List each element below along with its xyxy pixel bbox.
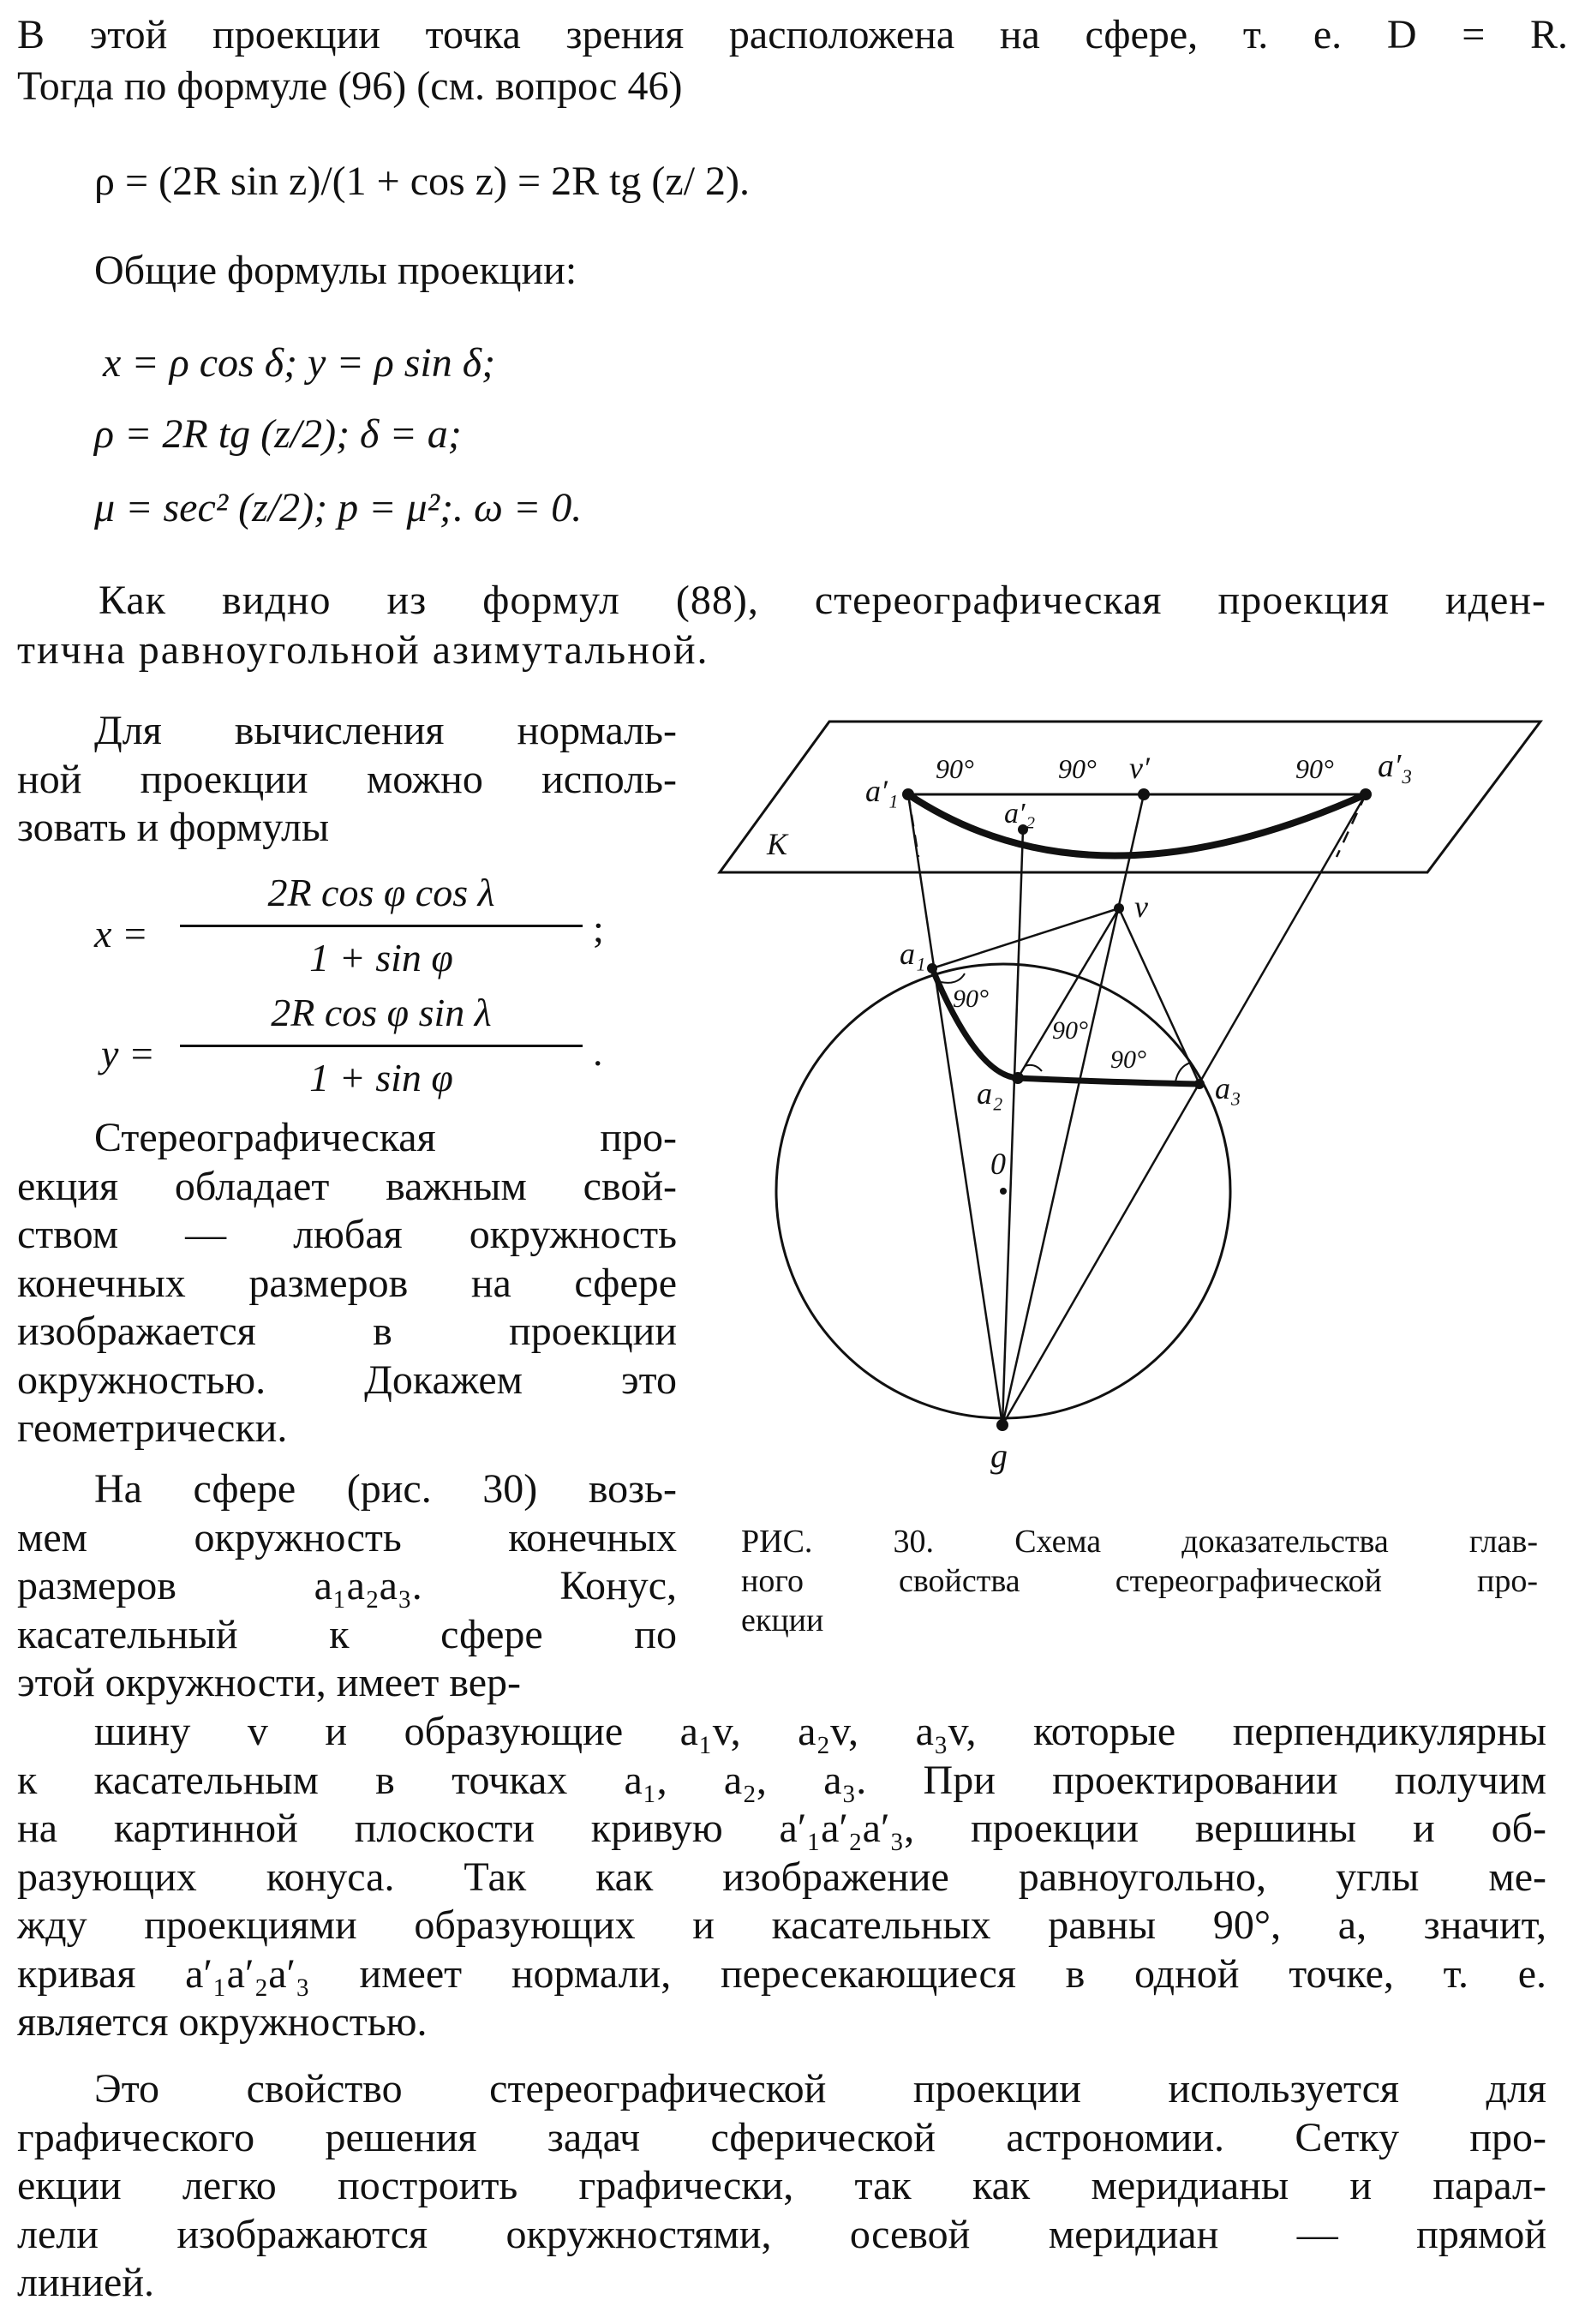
caption-line-3: екции: [741, 1602, 824, 1638]
formula-y-lhs: y =: [101, 1032, 155, 1075]
property-line-4: конечных размеров на сфере: [17, 1261, 677, 1306]
point-a3p: [1360, 788, 1372, 800]
label-angle-2: 90°: [1058, 753, 1097, 784]
label-a3: a₃: [1215, 1071, 1241, 1105]
general-formula-1: x = ρ cos δ; y = ρ sin δ;: [103, 340, 496, 386]
label-vp: v′: [1129, 751, 1150, 785]
label-a3p: a′₃: [1378, 748, 1413, 784]
property-line-5: изображается в проекции: [17, 1309, 677, 1354]
sphere-wide-line-3: на картинной плоскости кривую a′₁a′₂a′₃, проекции вершины и об-: [17, 1806, 1546, 1851]
label-angle-5: 90°: [1052, 1016, 1088, 1045]
final-line-4: лели изображаются окружностями, осевой меридиан — прямой: [17, 2212, 1546, 2257]
sphere-wide-line-1: шину v и образующие a₁v, a₂v, a₃v, которые перпендикулярны: [94, 1709, 1546, 1754]
sphere-wide-line-5: жду проекциями образующих и касательных равны 90°, а, значит,: [17, 1902, 1546, 1948]
sphere-narrow-line-5: этой окружности, имеет вер-: [17, 1660, 522, 1705]
angle-arc-a2: [1025, 1065, 1042, 1071]
intro-line-2: Тогда по формуле (96) (см. вопрос 46): [17, 63, 683, 109]
sphere-wide-line-6: кривая a′₁a′₂a′₃ имеет нормали, пересекающиеся в одной точке, т. е.: [17, 1951, 1546, 1997]
point-o: [1000, 1188, 1007, 1195]
label-angle-4: 90°: [953, 985, 989, 1013]
normal-proj-line-2: ной проекции можно исполь-: [17, 757, 677, 802]
stereo-note-line-2: тична равноугольной азимутальной.: [17, 627, 709, 673]
final-line-2: графического решения задач сферической астрономии. Сетку про-: [17, 2115, 1546, 2160]
formula-y-end: .: [593, 1030, 603, 1074]
angle-arc-a1: [941, 973, 965, 983]
sphere-narrow-line-2: мем окружность конечных: [17, 1515, 677, 1560]
caption-line-1: РИС. 30. Схема доказательства глав-: [741, 1524, 1538, 1560]
label-angle-1: 90°: [936, 753, 974, 784]
label-o: 0: [990, 1147, 1006, 1181]
label-angle-3: 90°: [1295, 753, 1334, 784]
point-g: [996, 1419, 1008, 1431]
point-a2: [1012, 1072, 1024, 1084]
formula-x-end: ;: [593, 907, 604, 950]
property-line-3: ством — любая окружность: [17, 1212, 677, 1257]
proj-line-v: [1002, 794, 1144, 1425]
sphere-wide-line-7: является окружностью.: [17, 1999, 428, 2045]
label-g: g: [990, 1436, 1008, 1475]
final-line-1: Это свойство стереографической проекции используется для: [94, 2066, 1546, 2111]
label-a1p: a′₁: [865, 774, 899, 808]
final-line-3: екции легко построить графически, так как меридианы и парал-: [17, 2163, 1546, 2208]
sphere-narrow-line-3: размеров a₁a₂a₃. Конус,: [17, 1563, 677, 1608]
property-line-7: геометрически.: [17, 1405, 288, 1451]
label-v: v: [1134, 889, 1148, 924]
label-angle-6: 90°: [1110, 1045, 1146, 1074]
point-vp: [1138, 788, 1150, 800]
figure-caption: [741, 1522, 1538, 1640]
formula-x-denominator: 1 + sin φ: [309, 936, 453, 979]
sphere-narrow-line-1: На сфере (рис. 30) возь-: [94, 1466, 677, 1512]
normal-proj-line-3: зовать и формулы: [17, 805, 330, 850]
stereo-note-line-1: Как видно из формул (88), стереографическая проекция иден-: [99, 578, 1546, 623]
sphere-wide-line-4: разующих конуса. Так как изображение равноугольно, углы ме-: [17, 1854, 1546, 1900]
general-formula-3: μ = sec² (z/2); p = μ²;. ω = 0.: [94, 485, 583, 530]
general-formulas-label: Общие формулы проекции:: [94, 248, 577, 293]
label-a2: a₂: [977, 1076, 1003, 1111]
property-line-6: окружностью. Докажем это: [17, 1357, 677, 1403]
formula-x-numerator: 2R cos φ cos λ: [267, 871, 495, 914]
formula-rho: ρ = (2R sin z)/(1 + cos z) = 2R tg (z/ 2).: [94, 159, 751, 204]
generator-a1v: [932, 908, 1119, 968]
formula-y-numerator: 2R cos φ sin λ: [271, 991, 492, 1034]
formula-y-denominator: 1 + sin φ: [309, 1056, 453, 1099]
formula-x-lhs: x =: [94, 912, 148, 955]
label-a1: a₁: [900, 937, 926, 971]
point-a1p: [902, 788, 914, 800]
normal-proj-line-1: Для вычисления нормаль-: [94, 708, 677, 753]
point-a3: [1194, 1079, 1205, 1089]
generator-a2v: [1018, 908, 1119, 1078]
property-line-2: екция обладает важным свой-: [17, 1164, 677, 1209]
angle-arc-a3: [1175, 1063, 1191, 1081]
property-line-1: Стереографическая про-: [94, 1115, 677, 1160]
sphere-narrow-line-4: касательный к сфере по: [17, 1612, 677, 1657]
proj-line-a2: [1002, 830, 1023, 1425]
general-formula-2: ρ = 2R tg (z/2); δ = a;: [94, 411, 462, 457]
caption-line-2: ного свойства стереографической про-: [741, 1563, 1538, 1599]
final-line-5: линией.: [17, 2260, 155, 2305]
label-a2p: a′₂: [1004, 798, 1036, 830]
picture-plane: [720, 722, 1540, 872]
label-plane: K: [767, 827, 788, 861]
sphere-wide-line-2: к касательным в точках a₁, a₂, a₃. При проектировании получим: [17, 1758, 1546, 1803]
point-v: [1114, 903, 1124, 913]
point-a1: [927, 963, 937, 973]
intro-line-1: В этой проекции точка зрения расположена на сфере, т. е. D = R.: [17, 12, 1568, 57]
